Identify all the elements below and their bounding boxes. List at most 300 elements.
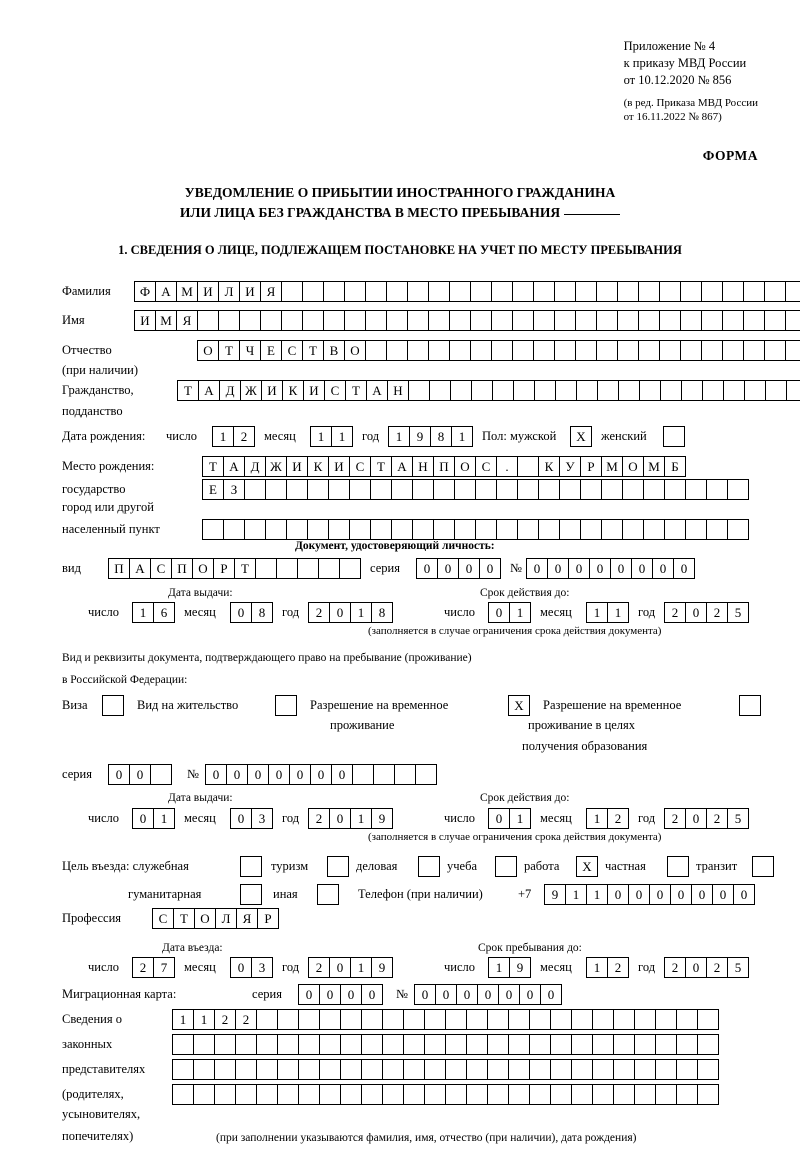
mig-number-boxes-cell[interactable]: 0	[540, 984, 562, 1005]
entry-month-boxes-cell[interactable]: 0	[230, 957, 252, 978]
mig-number-boxes-cell[interactable]: 0	[435, 984, 457, 1005]
doc-valid-year-boxes-cell[interactable]: 5	[727, 602, 749, 623]
birthplace-line2-boxes-cell[interactable]	[601, 479, 623, 500]
name-boxes-cell[interactable]	[722, 310, 744, 331]
name-boxes-cell[interactable]	[533, 310, 555, 331]
birthplace-state-boxes-cell[interactable]: А	[391, 456, 413, 477]
legal-reps-line3-boxes-cell[interactable]	[214, 1059, 236, 1080]
birthplace-line2-boxes-cell[interactable]	[391, 479, 413, 500]
stay-year-boxes[interactable]	[664, 957, 748, 978]
surname-boxes-cell[interactable]	[785, 281, 800, 302]
doc-valid-month-boxes-cell[interactable]: 1	[607, 602, 629, 623]
legal-reps-line4-boxes-cell[interactable]	[403, 1084, 425, 1105]
birthplace-line2-boxes-cell[interactable]	[412, 479, 434, 500]
birthplace-line2-boxes-cell[interactable]	[664, 479, 686, 500]
legal-reps-line1-boxes-cell[interactable]	[529, 1009, 551, 1030]
birthplace-tail-boxes-cell[interactable]: Р	[580, 456, 602, 477]
legal-reps-line4-boxes-cell[interactable]	[613, 1084, 635, 1105]
citizenship-boxes-cell[interactable]	[471, 380, 493, 401]
citizenship-boxes-cell[interactable]	[513, 380, 535, 401]
permit-valid-year-boxes-cell[interactable]: 0	[685, 808, 707, 829]
legal-reps-line4-boxes-cell[interactable]	[550, 1084, 572, 1105]
legal-reps-line1-boxes-cell[interactable]	[340, 1009, 362, 1030]
legal-reps-line2-boxes-cell[interactable]	[487, 1034, 509, 1055]
purpose-business-box-cell[interactable]	[418, 856, 440, 877]
citizenship-boxes-cell[interactable]	[786, 380, 800, 401]
legal-reps-line1-boxes-cell[interactable]	[550, 1009, 572, 1030]
birthplace-line2-boxes[interactable]	[202, 479, 748, 500]
citizenship-boxes-cell[interactable]: Т	[345, 380, 367, 401]
birthplace-line2-boxes-cell[interactable]	[559, 479, 581, 500]
purpose-private-box-cell[interactable]	[667, 856, 689, 877]
surname-boxes-cell[interactable]	[281, 281, 303, 302]
birthplace-line3-boxes-cell[interactable]	[307, 519, 329, 540]
birthplace-line2-boxes-cell[interactable]	[580, 479, 602, 500]
patronymic-boxes-cell[interactable]	[659, 340, 681, 361]
legal-reps-line3-boxes-cell[interactable]	[256, 1059, 278, 1080]
name-boxes-cell[interactable]	[302, 310, 324, 331]
legal-reps-line4-boxes[interactable]	[172, 1084, 718, 1105]
birthplace-line2-boxes-cell[interactable]	[706, 479, 728, 500]
birthplace-line2-boxes-cell[interactable]	[265, 479, 287, 500]
purpose-transit-box-cell[interactable]	[752, 856, 774, 877]
stay-year-boxes-cell[interactable]: 0	[685, 957, 707, 978]
legal-reps-line3-boxes[interactable]	[172, 1059, 718, 1080]
legal-reps-line2-boxes-cell[interactable]	[508, 1034, 530, 1055]
birthplace-state-boxes-cell[interactable]: Т	[370, 456, 392, 477]
legal-reps-line2-boxes-cell[interactable]	[676, 1034, 698, 1055]
patronymic-boxes-cell[interactable]	[386, 340, 408, 361]
stay-year-boxes-cell[interactable]: 2	[706, 957, 728, 978]
visa-box-cell[interactable]	[102, 695, 124, 716]
legal-reps-line3-boxes-cell[interactable]	[445, 1059, 467, 1080]
patronymic-boxes-cell[interactable]: О	[197, 340, 219, 361]
doc-number-boxes-cell[interactable]: 0	[652, 558, 674, 579]
birthplace-line3-boxes[interactable]	[202, 519, 748, 540]
doc-kind-boxes-cell[interactable]: Р	[213, 558, 235, 579]
citizenship-boxes-cell[interactable]	[765, 380, 787, 401]
permit-number-boxes-cell[interactable]	[373, 764, 395, 785]
birthplace-line3-boxes-cell[interactable]	[412, 519, 434, 540]
legal-reps-line2-boxes-cell[interactable]	[256, 1034, 278, 1055]
permit-valid-day-boxes-cell[interactable]: 1	[509, 808, 531, 829]
birthplace-line2-boxes-cell[interactable]	[286, 479, 308, 500]
legal-reps-line4-boxes-cell[interactable]	[529, 1084, 551, 1105]
name-boxes-cell[interactable]	[743, 310, 765, 331]
permit-valid-year-boxes[interactable]	[664, 808, 748, 829]
name-boxes-cell[interactable]	[386, 310, 408, 331]
legal-reps-line1-boxes-cell[interactable]	[424, 1009, 446, 1030]
stay-day-boxes-cell[interactable]: 1	[488, 957, 510, 978]
residence-box-cell[interactable]	[275, 695, 297, 716]
purpose-work-box-cell[interactable]: Х	[576, 856, 598, 877]
permit-number-boxes[interactable]	[205, 764, 436, 785]
patronymic-boxes-cell[interactable]	[554, 340, 576, 361]
birthplace-line3-boxes-cell[interactable]	[391, 519, 413, 540]
permit-issue-day-boxes[interactable]	[132, 808, 174, 829]
entry-day-boxes-cell[interactable]: 7	[153, 957, 175, 978]
mig-number-boxes-cell[interactable]: 0	[519, 984, 541, 1005]
name-boxes-cell[interactable]	[260, 310, 282, 331]
name-boxes-cell[interactable]	[407, 310, 429, 331]
birthplace-mid-boxes-cell[interactable]	[517, 456, 539, 477]
birthplace-line2-boxes-cell[interactable]	[475, 479, 497, 500]
legal-reps-line3-boxes-cell[interactable]	[382, 1059, 404, 1080]
permit-number-boxes-cell[interactable]: 0	[289, 764, 311, 785]
legal-reps-line3-boxes-cell[interactable]	[592, 1059, 614, 1080]
doc-number-boxes-cell[interactable]: 0	[547, 558, 569, 579]
legal-reps-line1-boxes-cell[interactable]	[508, 1009, 530, 1030]
legal-reps-line3-boxes-cell[interactable]	[403, 1059, 425, 1080]
birthplace-line2-boxes-cell[interactable]	[685, 479, 707, 500]
doc-series-boxes-cell[interactable]: 0	[416, 558, 438, 579]
mig-series-boxes-cell[interactable]: 0	[298, 984, 320, 1005]
legal-reps-line4-boxes-cell[interactable]	[655, 1084, 677, 1105]
permit-issue-month-boxes[interactable]	[230, 808, 272, 829]
surname-boxes-cell[interactable]	[344, 281, 366, 302]
purpose-humanitarian-box[interactable]	[240, 884, 261, 905]
patronymic-boxes-cell[interactable]	[764, 340, 786, 361]
doc-number-boxes-cell[interactable]: 0	[589, 558, 611, 579]
citizenship-boxes-cell[interactable]	[681, 380, 703, 401]
legal-reps-line2-boxes-cell[interactable]	[592, 1034, 614, 1055]
legal-reps-line1-boxes-cell[interactable]	[403, 1009, 425, 1030]
doc-series-boxes-cell[interactable]: 0	[479, 558, 501, 579]
name-boxes-cell[interactable]	[470, 310, 492, 331]
birthplace-tail-boxes-cell[interactable]: О	[622, 456, 644, 477]
birthplace-line3-boxes-cell[interactable]	[454, 519, 476, 540]
birthplace-mid-boxes-cell[interactable]: С	[475, 456, 497, 477]
birthplace-state-boxes-cell[interactable]: И	[286, 456, 308, 477]
profession-boxes-cell[interactable]: Р	[257, 908, 279, 929]
legal-reps-line4-boxes-cell[interactable]	[172, 1084, 194, 1105]
name-boxes-cell[interactable]	[659, 310, 681, 331]
name-boxes-cell[interactable]	[344, 310, 366, 331]
permit-valid-day-boxes[interactable]	[488, 808, 530, 829]
surname-boxes-cell[interactable]: И	[239, 281, 261, 302]
surname-boxes-cell[interactable]: Ф	[134, 281, 156, 302]
surname-boxes-cell[interactable]	[575, 281, 597, 302]
birthplace-line2-boxes-cell[interactable]	[349, 479, 371, 500]
legal-reps-line1-boxes-cell[interactable]	[676, 1009, 698, 1030]
patronymic-boxes-cell[interactable]	[785, 340, 800, 361]
legal-reps-line3-boxes-cell[interactable]	[508, 1059, 530, 1080]
doc-number-boxes-cell[interactable]: 0	[568, 558, 590, 579]
surname-boxes-cell[interactable]	[596, 281, 618, 302]
birthplace-state-boxes-cell[interactable]: Ж	[265, 456, 287, 477]
legal-reps-line3-boxes-cell[interactable]	[655, 1059, 677, 1080]
legal-reps-line2-boxes-cell[interactable]	[634, 1034, 656, 1055]
patronymic-boxes-cell[interactable]	[743, 340, 765, 361]
legal-reps-line4-boxes-cell[interactable]	[697, 1084, 719, 1105]
citizenship-boxes-cell[interactable]	[660, 380, 682, 401]
entry-year-boxes-cell[interactable]: 9	[371, 957, 393, 978]
name-boxes-cell[interactable]	[764, 310, 786, 331]
stay-month-boxes[interactable]	[586, 957, 628, 978]
legal-reps-line4-boxes-cell[interactable]	[319, 1084, 341, 1105]
profession-boxes[interactable]	[152, 908, 278, 929]
phone-boxes-cell[interactable]: 9	[544, 884, 566, 905]
stay-year-boxes-cell[interactable]: 2	[664, 957, 686, 978]
birth-year-boxes-cell[interactable]: 1	[388, 426, 410, 447]
surname-boxes-cell[interactable]	[365, 281, 387, 302]
legal-reps-line3-boxes-cell[interactable]	[298, 1059, 320, 1080]
legal-reps-line1-boxes-cell[interactable]	[445, 1009, 467, 1030]
permit-valid-year-boxes-cell[interactable]: 5	[727, 808, 749, 829]
birthplace-tail-boxes-cell[interactable]: К	[538, 456, 560, 477]
name-boxes-cell[interactable]: И	[134, 310, 156, 331]
permit-issue-month-boxes-cell[interactable]: 3	[251, 808, 273, 829]
legal-reps-line3-boxes-cell[interactable]	[487, 1059, 509, 1080]
legal-reps-line2-boxes-cell[interactable]	[613, 1034, 635, 1055]
citizenship-boxes-cell[interactable]: А	[198, 380, 220, 401]
doc-series-boxes-cell[interactable]: 0	[458, 558, 480, 579]
birthplace-line3-boxes-cell[interactable]	[328, 519, 350, 540]
birthplace-line2-boxes-cell[interactable]	[328, 479, 350, 500]
birthplace-line3-boxes-cell[interactable]	[223, 519, 245, 540]
surname-boxes-cell[interactable]: Л	[218, 281, 240, 302]
patronymic-boxes-cell[interactable]	[470, 340, 492, 361]
doc-issue-month-boxes-cell[interactable]: 0	[230, 602, 252, 623]
surname-boxes-cell[interactable]: Я	[260, 281, 282, 302]
name-boxes-cell[interactable]	[281, 310, 303, 331]
doc-valid-month-boxes[interactable]	[586, 602, 628, 623]
birth-month-boxes-cell[interactable]: 1	[310, 426, 332, 447]
birthplace-line3-boxes-cell[interactable]	[244, 519, 266, 540]
surname-boxes-cell[interactable]	[470, 281, 492, 302]
sex-female-box[interactable]	[663, 426, 684, 447]
legal-reps-line4-boxes-cell[interactable]	[277, 1084, 299, 1105]
doc-issue-year-boxes-cell[interactable]: 8	[371, 602, 393, 623]
legal-reps-line3-boxes-cell[interactable]	[571, 1059, 593, 1080]
patronymic-boxes-cell[interactable]	[491, 340, 513, 361]
doc-kind-boxes-cell[interactable]	[318, 558, 340, 579]
birthplace-mid-boxes-cell[interactable]: П	[433, 456, 455, 477]
profession-boxes-cell[interactable]: Т	[173, 908, 195, 929]
name-boxes-cell[interactable]	[596, 310, 618, 331]
name-boxes-cell[interactable]	[323, 310, 345, 331]
entry-year-boxes-cell[interactable]: 1	[350, 957, 372, 978]
permit-number-boxes-cell[interactable]	[352, 764, 374, 785]
doc-kind-boxes-cell[interactable]: О	[192, 558, 214, 579]
doc-kind-boxes-cell[interactable]	[276, 558, 298, 579]
legal-reps-line4-boxes-cell[interactable]	[340, 1084, 362, 1105]
purpose-official-box[interactable]	[240, 856, 261, 877]
stay-year-boxes-cell[interactable]: 5	[727, 957, 749, 978]
birthplace-line3-boxes-cell[interactable]	[496, 519, 518, 540]
patronymic-boxes-cell[interactable]	[407, 340, 429, 361]
citizenship-boxes-cell[interactable]: И	[261, 380, 283, 401]
mig-series-boxes-cell[interactable]: 0	[340, 984, 362, 1005]
sex-male-box[interactable]	[570, 426, 591, 447]
permit-number-boxes-cell[interactable]: 0	[268, 764, 290, 785]
citizenship-boxes-cell[interactable]	[450, 380, 472, 401]
purpose-transit-box[interactable]	[752, 856, 773, 877]
citizenship-boxes-cell[interactable]: А	[366, 380, 388, 401]
legal-reps-line1-boxes-cell[interactable]	[256, 1009, 278, 1030]
mig-series-boxes-cell[interactable]: 0	[361, 984, 383, 1005]
permit-valid-day-boxes-cell[interactable]: 0	[488, 808, 510, 829]
temp-res-box-cell[interactable]: Х	[508, 695, 530, 716]
birthplace-line2-boxes-cell[interactable]	[433, 479, 455, 500]
legal-reps-line2-boxes-cell[interactable]	[214, 1034, 236, 1055]
birthplace-line2-boxes-cell[interactable]	[727, 479, 749, 500]
permit-valid-month-boxes-cell[interactable]: 1	[586, 808, 608, 829]
purpose-work-box[interactable]	[576, 856, 597, 877]
legal-reps-line4-boxes-cell[interactable]	[361, 1084, 383, 1105]
birthplace-line3-boxes-cell[interactable]	[643, 519, 665, 540]
citizenship-boxes-cell[interactable]	[555, 380, 577, 401]
birthplace-line2-boxes-cell[interactable]	[370, 479, 392, 500]
phone-boxes-cell[interactable]: 1	[586, 884, 608, 905]
birthplace-line3-boxes-cell[interactable]	[370, 519, 392, 540]
surname-boxes-cell[interactable]	[764, 281, 786, 302]
legal-reps-line3-boxes-cell[interactable]	[676, 1059, 698, 1080]
patronymic-boxes-cell[interactable]: Т	[218, 340, 240, 361]
purpose-official-box-cell[interactable]	[240, 856, 262, 877]
patronymic-boxes-cell[interactable]	[638, 340, 660, 361]
doc-kind-boxes-cell[interactable]: П	[108, 558, 130, 579]
stay-month-boxes-cell[interactable]: 2	[607, 957, 629, 978]
surname-boxes-cell[interactable]	[407, 281, 429, 302]
citizenship-boxes-cell[interactable]	[618, 380, 640, 401]
birthplace-tail-boxes-cell[interactable]: М	[643, 456, 665, 477]
permit-issue-month-boxes-cell[interactable]: 0	[230, 808, 252, 829]
mig-number-boxes-cell[interactable]: 0	[498, 984, 520, 1005]
legal-reps-line2-boxes-cell[interactable]	[340, 1034, 362, 1055]
phone-boxes[interactable]	[544, 884, 754, 905]
doc-issue-year-boxes[interactable]	[308, 602, 392, 623]
permit-issue-year-boxes-cell[interactable]: 9	[371, 808, 393, 829]
permit-issue-day-boxes-cell[interactable]: 0	[132, 808, 154, 829]
citizenship-boxes-cell[interactable]	[702, 380, 724, 401]
birthplace-state-boxes-cell[interactable]: Д	[244, 456, 266, 477]
mig-series-boxes[interactable]	[298, 984, 382, 1005]
legal-reps-line2-boxes-cell[interactable]	[319, 1034, 341, 1055]
citizenship-boxes-cell[interactable]	[639, 380, 661, 401]
name-boxes-cell[interactable]	[491, 310, 513, 331]
phone-boxes-cell[interactable]: 0	[691, 884, 713, 905]
patronymic-boxes-cell[interactable]	[533, 340, 555, 361]
surname-boxes-cell[interactable]	[743, 281, 765, 302]
legal-reps-line1-boxes-cell[interactable]	[466, 1009, 488, 1030]
birth-day-boxes[interactable]	[212, 426, 254, 447]
purpose-business-box[interactable]	[418, 856, 439, 877]
doc-issue-year-boxes-cell[interactable]: 2	[308, 602, 330, 623]
doc-series-boxes-cell[interactable]: 0	[437, 558, 459, 579]
phone-boxes-cell[interactable]: 0	[712, 884, 734, 905]
birthplace-line3-boxes-cell[interactable]	[559, 519, 581, 540]
birth-year-boxes-cell[interactable]: 1	[451, 426, 473, 447]
surname-boxes-cell[interactable]	[512, 281, 534, 302]
birthplace-line3-boxes-cell[interactable]	[433, 519, 455, 540]
legal-reps-line2-boxes-cell[interactable]	[571, 1034, 593, 1055]
entry-year-boxes[interactable]	[308, 957, 392, 978]
birthplace-state-boxes-cell[interactable]: Н	[412, 456, 434, 477]
legal-reps-line1-boxes-cell[interactable]	[487, 1009, 509, 1030]
legal-reps-line2-boxes-cell[interactable]	[424, 1034, 446, 1055]
legal-reps-line4-boxes-cell[interactable]	[571, 1084, 593, 1105]
permit-valid-year-boxes-cell[interactable]: 2	[664, 808, 686, 829]
sex-female-box-cell[interactable]	[663, 426, 685, 447]
citizenship-boxes-cell[interactable]	[576, 380, 598, 401]
temp-res-box[interactable]	[508, 695, 529, 716]
birth-year-boxes-cell[interactable]: 9	[409, 426, 431, 447]
birth-month-boxes-cell[interactable]: 1	[331, 426, 353, 447]
doc-issue-year-boxes-cell[interactable]: 1	[350, 602, 372, 623]
citizenship-boxes-cell[interactable]	[492, 380, 514, 401]
legal-reps-line1-boxes-cell[interactable]	[655, 1009, 677, 1030]
legal-reps-line3-boxes-cell[interactable]	[550, 1059, 572, 1080]
phone-boxes-cell[interactable]: 0	[649, 884, 671, 905]
stay-month-boxes-cell[interactable]: 1	[586, 957, 608, 978]
patronymic-boxes-cell[interactable]	[449, 340, 471, 361]
citizenship-boxes-cell[interactable]: И	[303, 380, 325, 401]
birthplace-state-boxes-cell[interactable]: С	[349, 456, 371, 477]
profession-boxes-cell[interactable]: С	[152, 908, 174, 929]
legal-reps-line2-boxes-cell[interactable]	[529, 1034, 551, 1055]
phone-boxes-cell[interactable]: 0	[733, 884, 755, 905]
surname-boxes-cell[interactable]	[638, 281, 660, 302]
name-boxes-cell[interactable]	[512, 310, 534, 331]
legal-reps-line1-boxes-cell[interactable]	[298, 1009, 320, 1030]
surname-boxes-cell[interactable]	[491, 281, 513, 302]
profession-boxes-cell[interactable]: Я	[236, 908, 258, 929]
permit-number-boxes-cell[interactable]: 0	[205, 764, 227, 785]
entry-month-boxes[interactable]	[230, 957, 272, 978]
legal-reps-line3-boxes-cell[interactable]	[361, 1059, 383, 1080]
surname-boxes-cell[interactable]	[722, 281, 744, 302]
purpose-other-box-cell[interactable]	[317, 884, 339, 905]
entry-month-boxes-cell[interactable]: 3	[251, 957, 273, 978]
purpose-humanitarian-box-cell[interactable]	[240, 884, 262, 905]
permit-series-boxes-cell[interactable]: 0	[108, 764, 130, 785]
legal-reps-line4-boxes-cell[interactable]	[466, 1084, 488, 1105]
patronymic-boxes-cell[interactable]	[428, 340, 450, 361]
doc-kind-boxes[interactable]	[108, 558, 360, 579]
birthplace-line2-boxes-cell[interactable]	[307, 479, 329, 500]
patronymic-boxes[interactable]	[197, 340, 800, 361]
patronymic-boxes-cell[interactable]: О	[344, 340, 366, 361]
stay-day-boxes[interactable]	[488, 957, 530, 978]
name-boxes-cell[interactable]: М	[155, 310, 177, 331]
name-boxes-cell[interactable]	[785, 310, 800, 331]
legal-reps-line2-boxes-cell[interactable]	[277, 1034, 299, 1055]
surname-boxes-cell[interactable]	[386, 281, 408, 302]
stay-day-boxes-cell[interactable]: 9	[509, 957, 531, 978]
citizenship-boxes-cell[interactable]	[534, 380, 556, 401]
legal-reps-line2-boxes-cell[interactable]	[361, 1034, 383, 1055]
permit-issue-year-boxes[interactable]	[308, 808, 392, 829]
doc-valid-year-boxes-cell[interactable]: 2	[706, 602, 728, 623]
birthplace-line2-boxes-cell[interactable]: Е	[202, 479, 224, 500]
permit-series-boxes[interactable]	[108, 764, 171, 785]
doc-issue-day-boxes[interactable]	[132, 602, 174, 623]
doc-valid-day-boxes-cell[interactable]: 1	[509, 602, 531, 623]
birthplace-tail-boxes-cell[interactable]: У	[559, 456, 581, 477]
name-boxes-cell[interactable]	[218, 310, 240, 331]
patronymic-boxes-cell[interactable]	[512, 340, 534, 361]
legal-reps-line1-boxes-cell[interactable]	[613, 1009, 635, 1030]
legal-reps-line4-boxes-cell[interactable]	[634, 1084, 656, 1105]
birthplace-line3-boxes-cell[interactable]	[622, 519, 644, 540]
legal-reps-line1-boxes-cell[interactable]	[592, 1009, 614, 1030]
legal-reps-line1-boxes-cell[interactable]	[697, 1009, 719, 1030]
name-boxes-cell[interactable]	[428, 310, 450, 331]
doc-kind-boxes-cell[interactable]	[255, 558, 277, 579]
doc-kind-boxes-cell[interactable]: П	[171, 558, 193, 579]
birthplace-state-boxes-cell[interactable]: А	[223, 456, 245, 477]
